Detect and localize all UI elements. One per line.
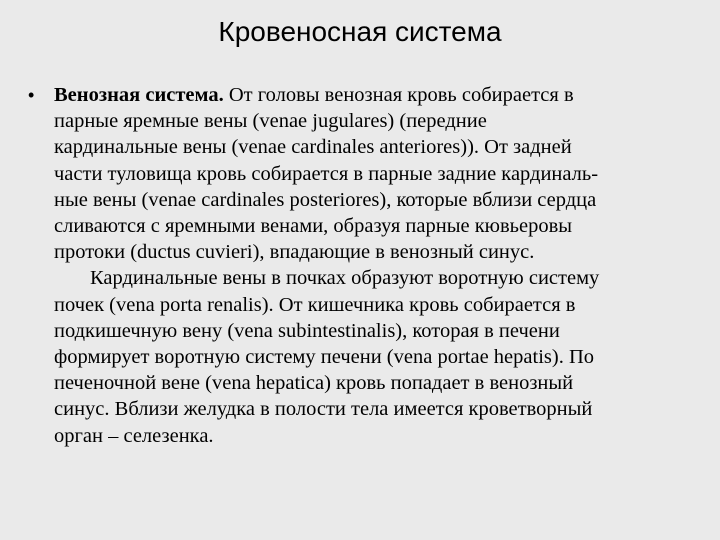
text-line: формирует воротную систему печени (vena portae hepatis). По <box>54 346 594 369</box>
text-line: синус. Вблизи желудка в полости тела имеется кроветворный <box>54 398 593 421</box>
text-line: части туловища кровь собирается в парные задние кардиналь- <box>54 162 599 185</box>
text-line: подкишечную вену (vena subintestinalis), которая в печени <box>54 319 560 342</box>
bullet-item <box>28 82 700 449</box>
bullet-icon: • <box>28 85 35 105</box>
text-line: Кардинальные вены в почках образуют воротную систему <box>90 267 600 290</box>
text-line: протоки (ductus cuvieri), впадающие в венозный синус. <box>54 241 535 264</box>
text-line: печеночной вене (vena hepatica) кровь попадает в венозный <box>54 372 574 395</box>
text-line: кардинальные вены (venae cardinales anteriores)). От задней <box>54 136 572 159</box>
section-heading: Венозная система. <box>54 84 224 106</box>
text-line: сливаются с яремными венами, образуя парные кювьеровы <box>54 215 573 238</box>
text-line: ные вены (venae cardinales posteriores), которые вблизи сердца <box>54 188 597 211</box>
text-line: парные яремные вены (venae jugulares) (передние <box>54 110 487 133</box>
text-line: почек (vena porta renalis). От кишечника кровь собирается в <box>54 293 576 316</box>
slide-body <box>28 82 700 449</box>
text-fragment: От головы венозная кровь собирается в <box>223 84 574 106</box>
slide-title: Кровеносная система <box>218 16 502 47</box>
text-line <box>54 82 700 108</box>
bullet-text <box>54 82 700 449</box>
text-line: орган – селезенка. <box>54 424 214 447</box>
